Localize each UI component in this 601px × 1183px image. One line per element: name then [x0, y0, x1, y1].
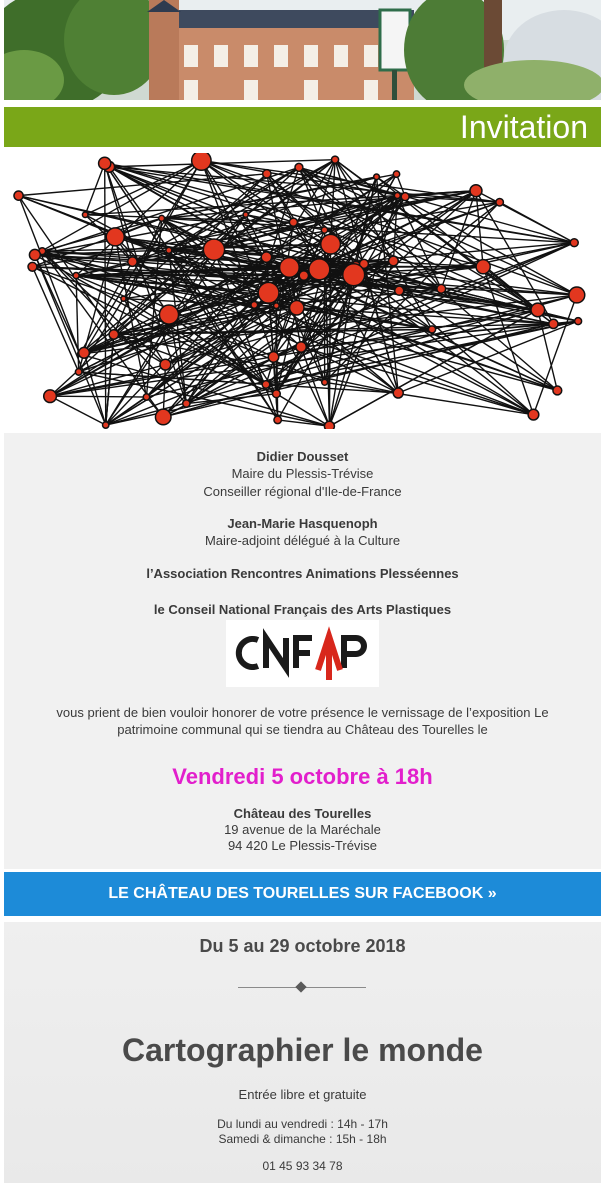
network-node [395, 286, 404, 295]
council-name: le Conseil National Français des Arts Plastiques [153, 602, 452, 617]
network-node [531, 303, 545, 317]
exhibition-title: Cartographier le monde [122, 1032, 483, 1068]
venue-address: 94 420 Le Plessis-Trévise [227, 838, 378, 853]
facebook-banner [4, 872, 601, 916]
network-node [309, 259, 330, 280]
network-node [73, 273, 79, 279]
network-node [393, 388, 403, 398]
network-node [321, 227, 327, 233]
network-node [274, 303, 280, 309]
network-node [437, 284, 446, 293]
network-node [322, 379, 328, 385]
network-node [570, 239, 578, 247]
host-name: Didier Dousset [256, 449, 349, 464]
network-node [160, 359, 171, 370]
event-date: Vendredi 5 octobre à 18h [172, 764, 433, 789]
network-node [44, 390, 57, 403]
network-node [321, 234, 341, 254]
facebook-link-button[interactable]: LE CHÂTEAU DES TOURELLES SUR FACEBOOK » [108, 885, 497, 902]
network-node [143, 394, 149, 400]
entry-info: Entrée libre et gratuite [238, 1087, 367, 1102]
hours-weekday: Du lundi au vendredi : 14h - 17h [217, 1117, 388, 1131]
network-node [261, 252, 271, 262]
network-node [109, 330, 118, 339]
network-node [394, 193, 400, 199]
network-node [324, 421, 334, 429]
network-node [289, 218, 297, 226]
network-node [251, 302, 258, 309]
network-node [82, 212, 88, 218]
network-node [374, 174, 380, 180]
network-node [274, 416, 281, 423]
network-node [243, 212, 248, 217]
network-node [331, 156, 338, 163]
network-node [496, 198, 504, 206]
network-node [549, 319, 558, 328]
network-node [29, 249, 40, 260]
network-node [155, 409, 171, 425]
host-role: Conseiller régional d'Ile-de-France [203, 484, 402, 499]
network-node [428, 326, 435, 333]
banner-title: Invitation [459, 109, 588, 145]
network-node [393, 171, 399, 177]
network-node [290, 301, 304, 315]
network-artwork [4, 153, 601, 429]
host-role: Maire-adjoint délégué à la Culture [204, 533, 401, 548]
network-node [528, 409, 539, 420]
network-node [295, 163, 303, 171]
association-name: l’Association Rencontres Animations Plesséennes [146, 566, 459, 581]
invitation-text-line: patrimoine communal qui se tiendra au Château des Tourelles le [117, 722, 488, 737]
network-node [106, 228, 124, 246]
network-node [166, 247, 172, 253]
network-node [99, 157, 111, 169]
network-node [389, 256, 399, 266]
network-node [262, 381, 270, 389]
network-node [79, 347, 90, 358]
network-node [103, 422, 109, 428]
network-node [296, 342, 306, 352]
network-node [14, 191, 23, 200]
network-node [476, 260, 490, 274]
host-role: Maire du Plessis-Trévise [231, 466, 374, 481]
network-node [192, 153, 211, 170]
invitation-text-line: vous prient de bien vouloir honorer de votre présence le vernissage de l’exposition Le [56, 705, 549, 720]
network-node [258, 282, 279, 303]
exhibition-period: Du 5 au 29 octobre 2018 [199, 936, 406, 956]
host-name: Jean-Marie Hasquenoph [227, 516, 378, 531]
invitation-banner [4, 107, 601, 147]
network-node [183, 400, 190, 407]
network-node [470, 185, 482, 197]
network-node [159, 305, 178, 324]
network-node [280, 258, 300, 278]
network-node [343, 264, 365, 286]
network-node [268, 352, 279, 363]
hero-photo [4, 0, 601, 100]
network-node [121, 296, 126, 301]
hours-weekend: Samedi & dimanche : 15h - 18h [218, 1132, 387, 1146]
network-node [401, 193, 409, 201]
network-node [272, 390, 280, 398]
network-node [203, 239, 224, 260]
network-node [553, 386, 562, 395]
network-node [299, 271, 308, 280]
cnfap-logo [226, 620, 379, 687]
phone-number: 01 45 93 34 78 [262, 1159, 343, 1173]
network-node [575, 318, 582, 325]
venue-address: 19 avenue de la Maréchale [224, 822, 381, 837]
network-node [28, 262, 37, 271]
network-node [128, 257, 137, 266]
network-node [159, 215, 165, 221]
network-node [263, 170, 271, 178]
venue-name: Château des Tourelles [233, 806, 372, 821]
network-node [569, 287, 585, 303]
network-node [75, 369, 82, 376]
